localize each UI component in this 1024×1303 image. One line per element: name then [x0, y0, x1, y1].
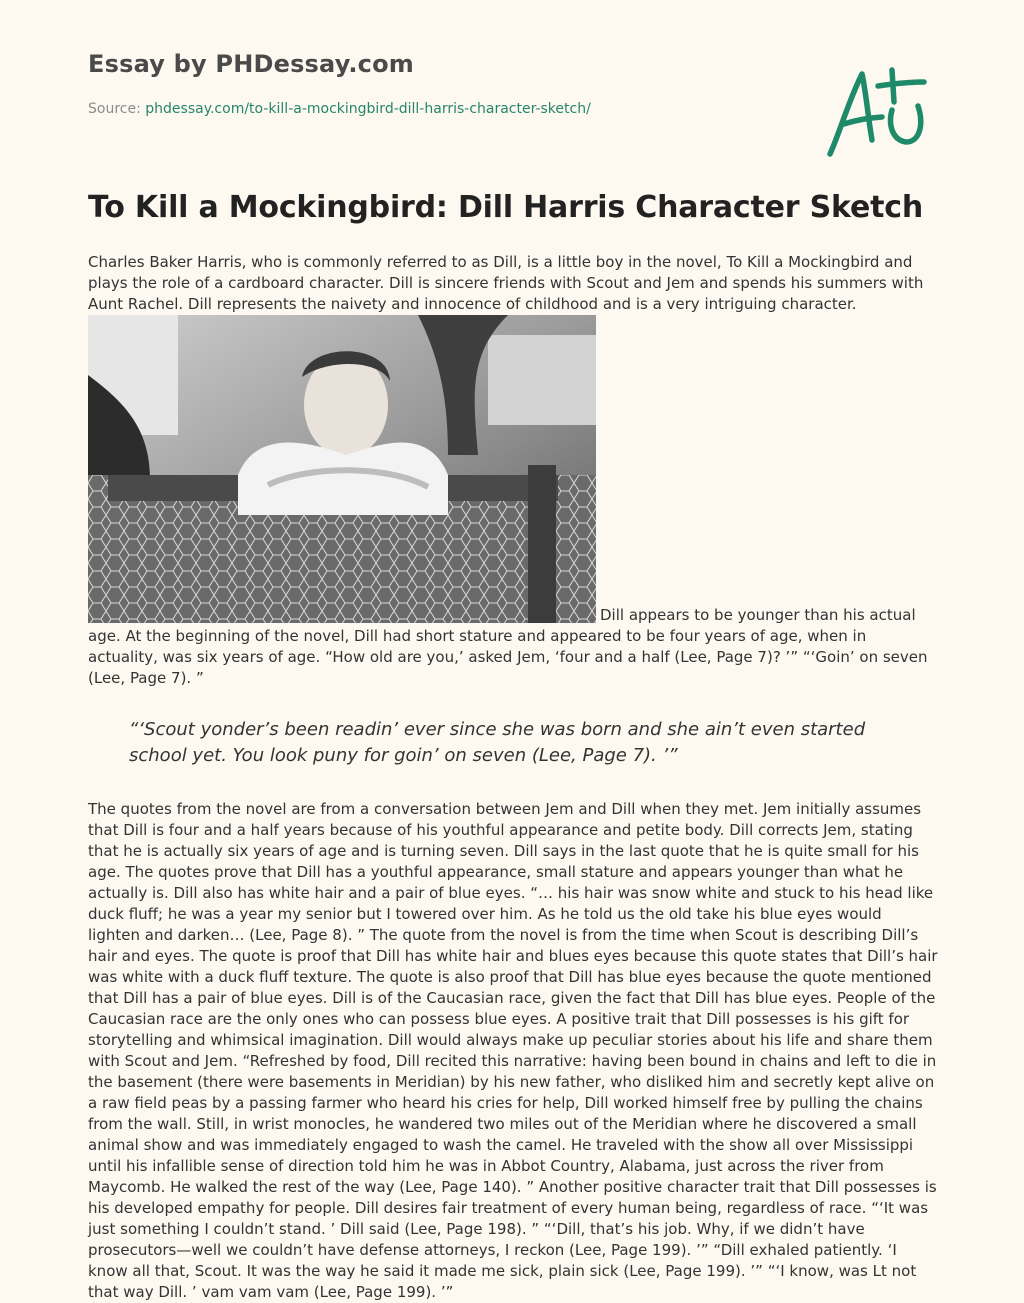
body-paragraph: The quotes from the novel are from a conversation between Jem and Dill when they met. Jem initially assumes that Dill is four and a half years because of his youthful appearance and petite body. Dill corrects Jem, stating that he is actually six years of age and is turning seven. Dill says in the last quote that he is quite small for his age. The quotes prove that Dill has a youthful appearance, small stature and appears younger than what he actually is. Dill also has white hair and a pair of blue eyes. “… his hair was snow white and stuck to his head like duck fluff; he was a year my senior but I towered over him. As he told us the old take his blue eyes would lighten and darken… (Lee, Page 8). ” The quote from the novel is from the time when Scout is describing Dill’s hair and eyes. The quote is proof that Dill has white hair and blues eyes because this quote states that Dill’s hair was white with a duck fluff texture. The quote is also proof that Dill has blue eyes because the quote mentioned that Dill has a pair of blue eyes. Dill is of the Caucasian race, given the fact that Dill has blue eyes. People of the Caucasian race are the only ones who can possess blue eyes. A positive trait that Dill possesses is his gift for storytelling and whimsical imagination. Dill would always make up peculiar stories about his life and share them with Scout and Jem. “Refreshed by food, Dill recited this narrative: having been bound in chains and left to die in the basement (there were basements in Meridian) by his new father, who disliked him and secretly kept alive on a raw field peas by a passing farmer who heard his cries for help, Dill worked himself free by pulling the chains from the wall. Still, in wrist monocles, he wandered two miles out of the Meridian where he discovered a small animal show and was immediately engaged to wash the camel. He traveled with the show all over Mississippi until his infallible sense of direction told him he was in Abbot Country, Alabama, just across the river from Maycomb. He walked the rest of the way (Lee, Page 140). ” Another positive character trait that Dill possesses is his developed empathy for people. Dill desires fair treatment of every human being, regardless of race. “‘It was just something I couldn’t stand. ’ Dill said (Lee, Page 198). ” “‘Dill, that’s his job. Why, if we didn’t have prosecutors—well we couldn’t have defense attorneys, I reckon (Lee, Page 199). ’” “Dill exhaled patiently. ‘I know all that, Scout. It was the way he said it made me sick, plain sick (Lee, Page 199). ’” “‘I know, was Lt not that way Dill. ’ vam vam vam (Lee, Page 199). ’”: [88, 800, 938, 1301]
source-link[interactable]: phdessay.com/to-kill-a-mockingbird-dill-harris-character-sketch/: [145, 101, 591, 117]
article-title: To Kill a Mockingbird: Dill Harris Character Sketch: [88, 190, 924, 225]
site-brand: Essay by PHDessay.com: [88, 50, 414, 78]
source-label: Source:: [88, 101, 146, 117]
dill-photo: [88, 315, 596, 623]
a-plus-logo-icon: [822, 62, 932, 162]
source-line: [88, 101, 591, 117]
article-body: [88, 252, 938, 1303]
blockquote: “‘Scout yonder’s been readin’ ever since she was born and she ain’t even started school yet. You look puny for goin’ on seven (Lee, Page 7). ’”: [129, 719, 866, 766]
intro-paragraph: Charles Baker Harris, who is commonly referred to as Dill, is a little boy in the novel, To Kill a Mockingbird and plays the role of a cardboard character. Dill is sincere friends with Scout and Jem and spends his summers with Aunt Rachel. Dill represents the naivety and innocence of childhood and is a very intriguing character.: [88, 253, 924, 313]
after-image-paragraph: Dill appears to be younger than his actual age. At the beginning of the novel, Dill had short stature and appeared to be four years of age, when in actuality, was six years of age. “How old are you,’ asked Jem, ‘four and a half (Lee, Page 7)? ’” “‘Goin’ on seven (Lee, Page 7). ”: [88, 606, 928, 687]
